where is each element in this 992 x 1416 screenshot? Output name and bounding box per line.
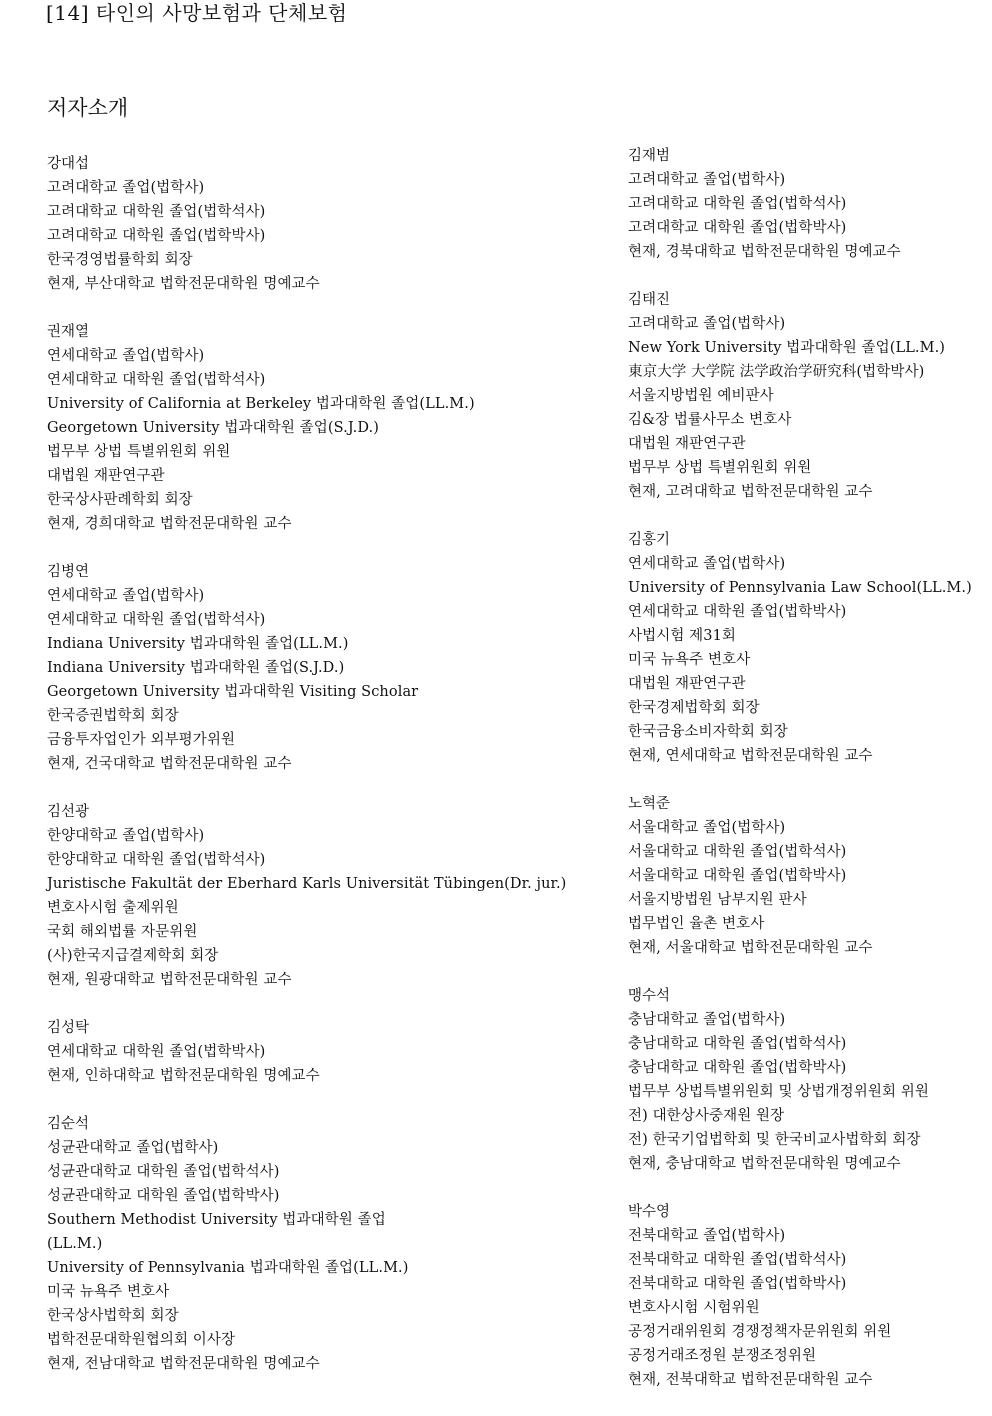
author-credential: 전북대학교 졸업(법학사) <box>628 1228 786 1244</box>
author-entry <box>628 984 988 1176</box>
author-credential: Juristische Fakultät der Eberhard Karls Universität Tübingen(Dr. jur.) <box>47 876 567 892</box>
author-credential: 현재, 부산대학교 법학전문대학원 명예교수 <box>47 276 320 292</box>
author-credential: 한국증권법학회 회장 <box>47 708 179 724</box>
author-credential: 東京大学 大学院 法学政治学研究科(법학박사) <box>628 364 925 380</box>
author-credential: 현재, 서울대학교 법학전문대학원 교수 <box>628 940 873 956</box>
author-credential: 서울지방법원 남부지원 판사 <box>628 892 807 908</box>
author-credential: 서울지방법원 예비판사 <box>628 388 774 404</box>
author-credential: Georgetown University 법과대학원 Visiting Scholar <box>47 684 419 700</box>
author-entry <box>628 144 988 264</box>
author-credential: 대법원 재판연구관 <box>47 468 165 484</box>
author-credential: 법학전문대학원협의회 이사장 <box>47 1332 236 1348</box>
author-entry <box>47 320 587 536</box>
author-credential: 연세대학교 대학원 졸업(법학석사) <box>47 372 266 388</box>
author-column-left <box>47 152 587 1400</box>
author-credential: 고려대학교 대학원 졸업(법학박사) <box>628 220 847 236</box>
author-credential: 한국상사판례학회 회장 <box>47 492 193 508</box>
author-credential: 공정거래위원회 경쟁정책자문위원회 위원 <box>628 1324 892 1340</box>
author-credential: 고려대학교 졸업(법학사) <box>628 172 786 188</box>
author-credential: 공정거래조정원 분쟁조정위원 <box>628 1348 817 1364</box>
author-credential: 한양대학교 졸업(법학사) <box>47 828 205 844</box>
author-credential: 한국경영법률학회 회장 <box>47 252 193 268</box>
author-credential: 현재, 전북대학교 법학전문대학원 교수 <box>628 1372 873 1388</box>
author-credential: 국회 해외법률 자문위원 <box>47 924 198 940</box>
author-credential: 고려대학교 졸업(법학사) <box>628 316 786 332</box>
author-credential: 전북대학교 대학원 졸업(법학석사) <box>628 1252 847 1268</box>
author-credential: 연세대학교 대학원 졸업(법학박사) <box>628 604 847 620</box>
author-credential: Georgetown University 법과대학원 졸업(S.J.D.) <box>47 420 380 436</box>
author-credential: New York University 법과대학원 졸업(LL.M.) <box>628 340 946 356</box>
author-credential: 금융투자업인가 외부평가위원 <box>47 732 236 748</box>
author-credential: 충남대학교 대학원 졸업(법학박사) <box>628 1060 847 1076</box>
author-credential: 한국금융소비자학회 회장 <box>628 724 788 740</box>
author-credential: 고려대학교 대학원 졸업(법학석사) <box>628 196 847 212</box>
author-credential: 전) 대한상사중재원 원장 <box>628 1108 785 1124</box>
author-credential: 법무부 상법 특별위원회 위원 <box>628 460 812 476</box>
author-credential: 현재, 건국대학교 법학전문대학원 교수 <box>47 756 292 772</box>
author-credential: University of California at Berkeley 법과대학원 졸업(LL.M.) <box>47 396 475 412</box>
author-credential: 법무법인 율촌 변호사 <box>628 916 765 932</box>
author-credential: 법무부 상법 특별위원회 위원 <box>47 444 231 460</box>
author-credential: 서울대학교 대학원 졸업(법학박사) <box>628 868 847 884</box>
author-entry <box>628 288 988 504</box>
author-credential: 현재, 원광대학교 법학전문대학원 교수 <box>47 972 292 988</box>
author-credential: 고려대학교 졸업(법학사) <box>47 180 205 196</box>
author-credential: 현재, 인하대학교 법학전문대학원 명예교수 <box>47 1068 320 1084</box>
author-credential: 고려대학교 대학원 졸업(법학석사) <box>47 204 266 220</box>
author-credential: 연세대학교 졸업(법학사) <box>47 588 205 604</box>
author-credential: 충남대학교 졸업(법학사) <box>628 1012 786 1028</box>
author-credential: 성균관대학교 대학원 졸업(법학박사) <box>47 1188 280 1204</box>
author-credential: 변호사시험 출제위원 <box>47 900 179 916</box>
author-entry <box>47 800 587 992</box>
author-credential: 현재, 경북대학교 법학전문대학원 명예교수 <box>628 244 901 260</box>
author-name: 박수영 <box>628 1204 671 1220</box>
author-credential: University of Pennsylvania 법과대학원 졸업(LL.M.) <box>47 1260 409 1276</box>
author-entry <box>47 560 587 776</box>
author-credential: 전북대학교 대학원 졸업(법학박사) <box>628 1276 847 1292</box>
author-entry <box>47 1112 587 1376</box>
author-credential: Indiana University 법과대학원 졸업(S.J.D.) <box>47 660 345 676</box>
author-credential: 미국 뉴욕주 변호사 <box>47 1284 170 1300</box>
author-credential: 미국 뉴욕주 변호사 <box>628 652 751 668</box>
author-name: 김성탁 <box>47 1020 90 1036</box>
author-credential: 성균관대학교 대학원 졸업(법학석사) <box>47 1164 280 1180</box>
author-credential: 충남대학교 대학원 졸업(법학석사) <box>628 1036 847 1052</box>
author-credential: 대법원 재판연구관 <box>628 676 746 692</box>
author-credential: 성균관대학교 졸업(법학사) <box>47 1140 219 1156</box>
author-credential: 변호사시험 시험위원 <box>628 1300 760 1316</box>
author-credential: 연세대학교 졸업(법학사) <box>628 556 786 572</box>
author-credential: 전) 한국기업법학회 및 한국비교사법학회 회장 <box>628 1132 921 1148</box>
author-credential: 사법시험 제31회 <box>628 628 737 644</box>
running-head: [14] 타인의 사망보험과 단체보험 <box>46 1 348 25</box>
author-credential: 연세대학교 졸업(법학사) <box>47 348 205 364</box>
author-credential: 김&장 법률사무소 변호사 <box>628 412 792 428</box>
author-credential: Southern Methodist University 법과대학원 졸업 <box>47 1212 386 1228</box>
author-name: 김태진 <box>628 292 671 308</box>
author-name: 김선광 <box>47 804 90 820</box>
section-title: 저자소개 <box>47 96 129 120</box>
author-entry <box>47 1016 587 1088</box>
author-credential: 현재, 전남대학교 법학전문대학원 명예교수 <box>47 1356 320 1372</box>
author-credential: 연세대학교 대학원 졸업(법학석사) <box>47 612 266 628</box>
author-credential: 현재, 충남대학교 법학전문대학원 명예교수 <box>628 1156 901 1172</box>
author-name: 김순석 <box>47 1116 90 1132</box>
author-credential: 현재, 고려대학교 법학전문대학원 교수 <box>628 484 873 500</box>
author-column-right <box>628 144 988 1416</box>
author-credential: Indiana University 법과대학원 졸업(LL.M.) <box>47 636 349 652</box>
author-entry <box>628 1200 988 1392</box>
author-entry <box>628 792 988 960</box>
author-credential: 현재, 경희대학교 법학전문대학원 교수 <box>47 516 292 532</box>
author-entry <box>47 152 587 296</box>
author-name: 맹수석 <box>628 988 671 1004</box>
author-credential: 법무부 상법특별위원회 및 상법개정위원회 위원 <box>628 1084 929 1100</box>
author-name: 김병연 <box>47 564 90 580</box>
author-credential: 한양대학교 대학원 졸업(법학석사) <box>47 852 266 868</box>
author-credential: (사)한국지급결제학회 회장 <box>47 948 219 964</box>
author-credential: 서울대학교 대학원 졸업(법학석사) <box>628 844 847 860</box>
author-credential: 현재, 연세대학교 법학전문대학원 교수 <box>628 748 873 764</box>
author-name: 노혁준 <box>628 796 671 812</box>
author-entry <box>628 528 988 768</box>
author-name: 김홍기 <box>628 532 671 548</box>
author-credential: (LL.M.) <box>47 1236 103 1252</box>
author-credential: 한국경제법학회 회장 <box>628 700 760 716</box>
author-name: 김재범 <box>628 148 671 164</box>
author-name: 강대섭 <box>47 156 90 172</box>
author-credential: 한국상사법학회 회장 <box>47 1308 179 1324</box>
author-credential: 대법원 재판연구관 <box>628 436 746 452</box>
author-credential: University of Pennsylvania Law School(LL.M.) <box>628 580 972 596</box>
author-credential: 고려대학교 대학원 졸업(법학박사) <box>47 228 266 244</box>
author-credential: 연세대학교 대학원 졸업(법학박사) <box>47 1044 266 1060</box>
author-name: 권재열 <box>47 324 90 340</box>
author-credential: 서울대학교 졸업(법학사) <box>628 820 786 836</box>
